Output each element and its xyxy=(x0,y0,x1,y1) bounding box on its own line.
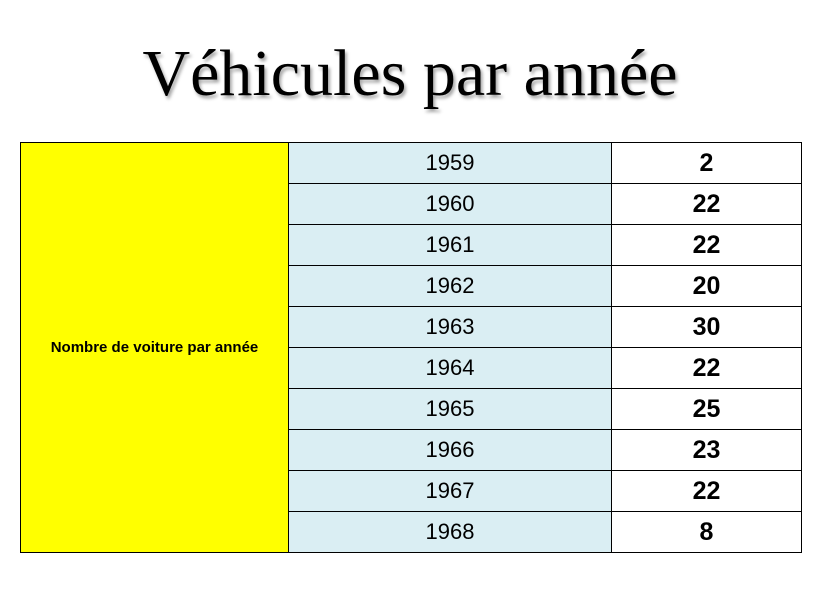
year-cell: 1963 xyxy=(289,307,612,348)
row-label-cell: Nombre de voiture par année xyxy=(21,143,289,553)
value-cell: 22 xyxy=(612,471,802,512)
value-cell: 2 xyxy=(612,143,802,184)
year-cell: 1959 xyxy=(289,143,612,184)
year-cell: 1966 xyxy=(289,430,612,471)
table-body xyxy=(21,143,802,553)
data-table xyxy=(20,142,802,553)
value-cell: 8 xyxy=(612,512,802,553)
year-cell: 1965 xyxy=(289,389,612,430)
year-cell: 1964 xyxy=(289,348,612,389)
table-row xyxy=(21,143,802,184)
value-cell: 30 xyxy=(612,307,802,348)
year-cell: 1960 xyxy=(289,184,612,225)
value-cell: 23 xyxy=(612,430,802,471)
year-cell: 1961 xyxy=(289,225,612,266)
value-cell: 25 xyxy=(612,389,802,430)
year-cell: 1962 xyxy=(289,266,612,307)
value-cell: 22 xyxy=(612,225,802,266)
year-cell: 1967 xyxy=(289,471,612,512)
value-cell: 22 xyxy=(612,184,802,225)
value-cell: 22 xyxy=(612,348,802,389)
value-cell: 20 xyxy=(612,266,802,307)
page-title: Véhicules par année xyxy=(142,37,678,110)
year-cell: 1968 xyxy=(289,512,612,553)
